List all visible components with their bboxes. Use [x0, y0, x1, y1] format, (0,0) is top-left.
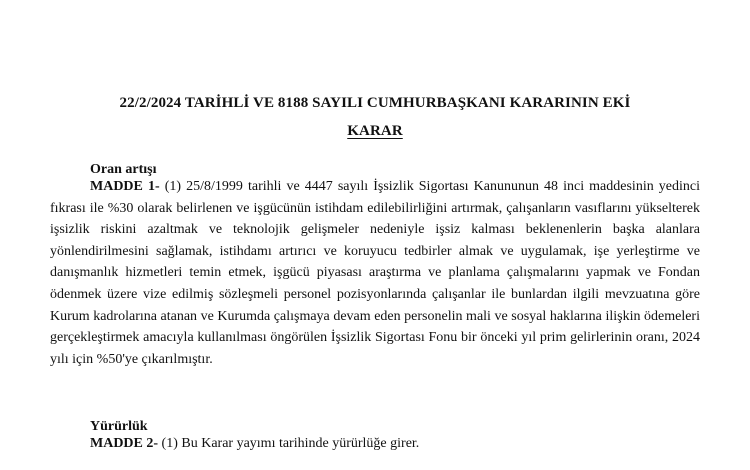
section-heading-oran-artisi: Oran artışı: [90, 162, 157, 177]
section-heading-yururluk: Yürürlük: [90, 419, 148, 434]
article-2-paragraph: [50, 434, 700, 454]
article-1-text: (1) 25/8/1999 tarihli ve 4447 sayılı İşsizlik Sigortası Kanununun 48 inci maddesinin yedinci fıkrası ile %30 olarak belirlenen ve işgücünün istihdam edilebilirliğini artırmak, çalışanların vasıflarını yükselterek işsizlik riskini azaltmak ve teknolojik gelişmeler nedeniyle işsiz kalması beklenenlerin başka alanlara yönlendirilmesini sağlamak, istihdamı artırıcı ve koruyucu tedbirler almak ve uygulamak, işe yerleştirme ve danışmanlık hizmetleri temin etmek, işgücü piyasası araştırma ve planlama çalışmalarını yapmak ve Fondan ödenmek üzere vize edilmiş sözleşmeli personel pozisyonlarında çalışanlar ile bunlardan ilgili mevzuatına göre Kurum kadrolarına atanan ve Kurumda çalışmaya devam eden personelin mali ve sosyal haklarına ilişkin ödemeleri gerçekleştirmek amacıyla kullanılması öngörülen İşsizlik Sigortası Fonu bir önceki yıl prim gelirlerinin oranı, 2024 yılı için %50'ye çıkarılmıştır.: [50, 179, 701, 367]
article-2-label: MADDE 2-: [90, 436, 159, 451]
document-title: 22/2/2024 TARİHLİ VE 8188 SAYILI CUMHURBAŞKANI KARARININ EKİ: [119, 95, 631, 111]
article-1-paragraph: [50, 176, 700, 370]
article-1-label: MADDE 1-: [90, 179, 160, 194]
article-2: [50, 434, 700, 454]
document-subtitle: KARAR: [347, 123, 403, 139]
article-2-text: (1) Bu Karar yayımı tarihinde yürürlüğe girer.: [161, 436, 420, 451]
article-1: [50, 176, 700, 370]
